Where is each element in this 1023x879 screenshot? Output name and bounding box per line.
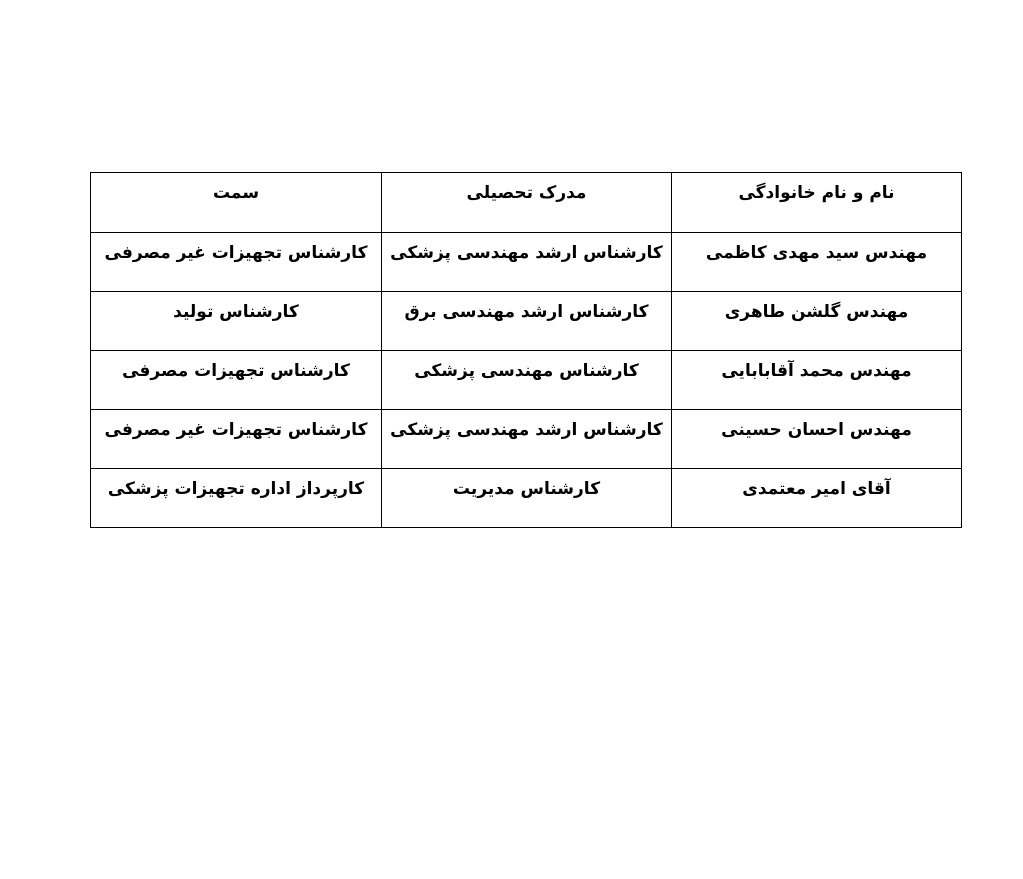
cell-degree: کارشناس ارشد مهندسی پزشکی [382,233,672,292]
cell-position: کارشناس تجهیزات غیر مصرفی [91,233,382,292]
cell-position: کارشناس تجهیزات غیر مصرفی [91,410,382,469]
cell-position: کارشناس تولید [91,292,382,351]
table-row [91,410,962,469]
header-degree: مدرک تحصیلی [382,173,672,233]
cell-degree: کارشناس مدیریت [382,469,672,528]
cell-degree: کارشناس ارشد مهندسی برق [382,292,672,351]
table-row [91,292,962,351]
cell-name: مهندس سید مهدی کاظمی [672,233,962,292]
cell-name: آقای امیر معتمدی [672,469,962,528]
cell-position: کارپرداز اداره تجهیزات پزشکی [91,469,382,528]
cell-name: مهندس احسان حسینی [672,410,962,469]
table-header-row [91,173,962,233]
table-row [91,233,962,292]
cell-position: کارشناس تجهیزات مصرفی [91,351,382,410]
table-row [91,351,962,410]
header-name: نام و نام خانوادگی [672,173,962,233]
table-row [91,469,962,528]
cell-degree: کارشناس ارشد مهندسی پزشکی [382,410,672,469]
staff-table [90,172,962,528]
cell-name: مهندس گلشن طاهری [672,292,962,351]
header-position: سمت [91,173,382,233]
cell-name: مهندس محمد آقابابایی [672,351,962,410]
cell-degree: کارشناس مهندسی پزشکی [382,351,672,410]
